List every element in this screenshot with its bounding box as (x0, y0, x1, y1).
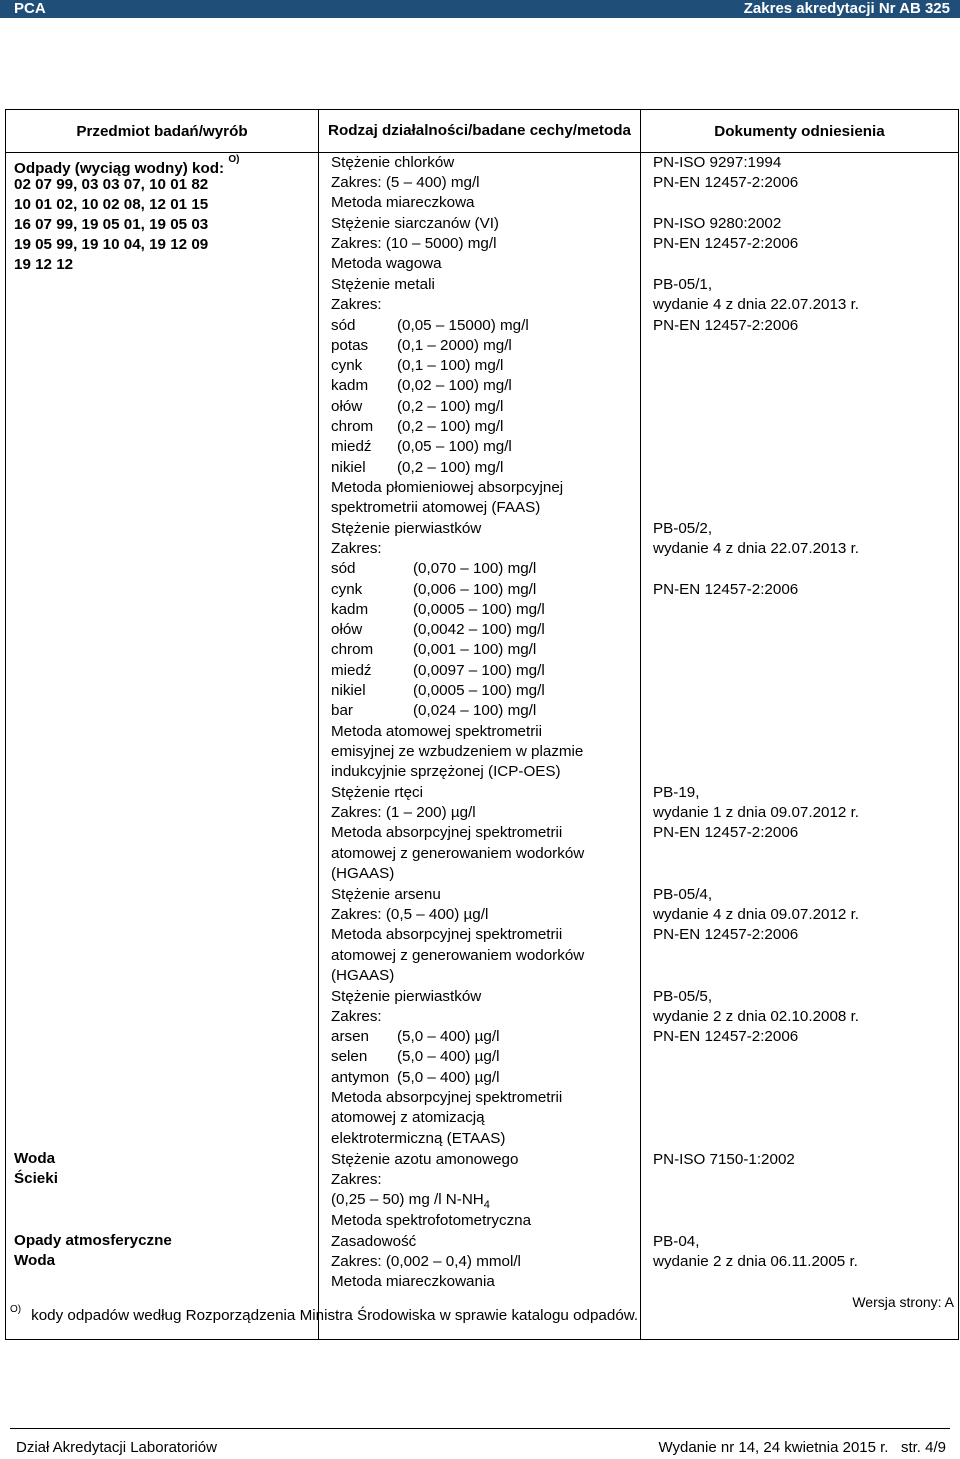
header-documents: Dokumenty odniesienia (641, 110, 959, 153)
etaas-method: elektrotermiczną (ETAAS) (331, 1130, 506, 1147)
org-label: PCA (14, 0, 46, 17)
subject-cell (6, 153, 319, 1340)
mercury-range: Zakres: (1 – 200) µg/l (331, 804, 476, 821)
mercury-method: Metoda absorpcyjnej spektrometrii (331, 824, 563, 841)
icp-title: Stężenie pierwiastków (331, 520, 482, 537)
etaas-title: Stężenie pierwiastków (331, 988, 482, 1005)
waste-label-text: Odpady (wyciąg wodny) kod: (14, 160, 225, 178)
metal-row: sód (0,05 – 15000) mg/l (331, 317, 529, 334)
etaas-method: Metoda absorpcyjnej spektrometrii (331, 1089, 563, 1106)
document-header-bar (0, 0, 960, 18)
doc-ref: PN-ISO 7150-1:2002 (653, 1151, 795, 1168)
documents-cell (641, 153, 959, 1340)
doc-ref: PN-EN 12457-2:2006 (653, 926, 799, 943)
footer-edition: Wydanie nr 14, 24 kwietnia 2015 r. str. 4/9 (658, 1439, 946, 1456)
etaas-method: atomowej z atomizacją (331, 1109, 485, 1126)
waste-code-line: 19 12 12 (14, 256, 74, 273)
icp-row: miedź (0,0097 – 100) mg/l (331, 662, 545, 679)
sulfates-range: Zakres: (10 – 5000) mg/l (331, 235, 497, 252)
etaas-range-label: Zakres: (331, 1008, 382, 1025)
metals-method: spektrometrii atomowej (FAAS) (331, 499, 541, 516)
icp-method: indukcyjnie sprzężonej (ICP-OES) (331, 763, 561, 780)
doc-ref: PN-EN 12457-2:2006 (653, 174, 799, 191)
metal-row: kadm (0,02 – 100) mg/l (331, 377, 512, 394)
etaas-row: selen (5,0 – 400) µg/l (331, 1048, 500, 1065)
arsenic-range: Zakres: (0,5 – 400) µg/l (331, 906, 489, 923)
header-activity: Rodzaj działalności/badane cechy/metoda (319, 110, 641, 153)
doc-ref: PN-EN 12457-2:2006 (653, 824, 799, 841)
metals-range-label: Zakres: (331, 296, 382, 313)
metal-row: miedź (0,05 – 100) mg/l (331, 438, 512, 455)
doc-ref: PB-05/5, (653, 988, 713, 1005)
doc-ref: PB-04, (653, 1233, 700, 1250)
table-header-row (6, 110, 959, 153)
doc-ref: PN-ISO 9297:1994 (653, 154, 782, 171)
footnote-mark: O) (10, 1304, 22, 1315)
page-version: Wersja strony: A (852, 1294, 954, 1310)
doc-ref: wydanie 2 z dnia 02.10.2008 r. (653, 1008, 860, 1025)
sulfates-method: Metoda wagowa (331, 255, 442, 272)
subject-water-2: Woda (14, 1252, 56, 1269)
waste-code-line: 19 05 99, 19 10 04, 19 12 09 (14, 236, 209, 253)
icp-row: bar (0,024 – 100) mg/l (331, 702, 537, 719)
header-subject: Przedmiot badań/wyrób (6, 110, 319, 153)
icp-range-label: Zakres: (331, 540, 382, 557)
alkalinity-title: Zasadowość (331, 1233, 417, 1250)
doc-ref: PN-EN 12457-2:2006 (653, 581, 799, 598)
doc-ref: PB-19, (653, 784, 700, 801)
waste-footnote-mark: O) (228, 154, 240, 165)
doc-ref: PB-05/4, (653, 886, 713, 903)
icp-row: kadm (0,0005 – 100) mg/l (331, 601, 545, 618)
accreditation-table (5, 109, 959, 1340)
mercury-title: Stężenie rtęci (331, 784, 424, 801)
alkalinity-range: Zakres: (0,002 – 0,4) mmol/l (331, 1253, 521, 1270)
metals-method: Metoda płomieniowej absorpcyjnej (331, 479, 564, 496)
waste-code-line: 10 01 02, 10 02 08, 12 01 15 (14, 196, 209, 213)
doc-ref: wydanie 4 z dnia 09.07.2012 r. (653, 906, 860, 923)
metal-row: nikiel (0,2 – 100) mg/l (331, 459, 504, 476)
icp-row: chrom (0,001 – 100) mg/l (331, 641, 537, 658)
icp-method: emisyjnej ze wzbudzeniem w plazmie (331, 743, 584, 760)
chlorides-method: Metoda miareczkowa (331, 194, 475, 211)
footer-divider (10, 1428, 950, 1429)
metal-row: ołów (0,2 – 100) mg/l (331, 398, 504, 415)
ammonium-title: Stężenie azotu amonowego (331, 1151, 519, 1168)
sulfates-title: Stężenie siarczanów (VI) (331, 215, 499, 232)
doc-ref: PB-05/1, (653, 276, 713, 293)
table-body-row (6, 153, 959, 1340)
doc-ref: wydanie 4 z dnia 22.07.2013 r. (653, 296, 860, 313)
doc-ref: PN-EN 12457-2:2006 (653, 317, 799, 334)
chlorides-range: Zakres: (5 – 400) mg/l (331, 174, 480, 191)
waste-code-line: 02 07 99, 03 03 07, 10 01 82 (14, 176, 209, 193)
doc-ref: wydanie 1 z dnia 09.07.2012 r. (653, 804, 860, 821)
mercury-method: atomowej z generowaniem wodorków (331, 845, 585, 862)
metal-row: chrom (0,2 – 100) mg/l (331, 418, 504, 435)
arsenic-title: Stężenie arsenu (331, 886, 441, 903)
ammonium-range-label: Zakres: (331, 1171, 382, 1188)
icp-row: sód (0,070 – 100) mg/l (331, 560, 537, 577)
doc-ref: PN-EN 12457-2:2006 (653, 235, 799, 252)
ammonium-range: (0,25 – 50) mg /l $N-NH_4$ (331, 1191, 490, 1212)
footnote (10, 1304, 639, 1324)
arsenic-method: (HGAAS) (331, 967, 395, 984)
arsenic-method: Metoda absorpcyjnej spektrometrii (331, 926, 563, 943)
icp-row: cynk (0,006 – 100) mg/l (331, 581, 537, 598)
doc-ref: PN-ISO 9280:2002 (653, 215, 782, 232)
etaas-row: arsen (5,0 – 400) µg/l (331, 1028, 500, 1045)
metal-row: potas (0,1 – 2000) mg/l (331, 337, 512, 354)
chlorides-title: Stężenie chlorków (331, 154, 455, 171)
metal-row: cynk (0,1 – 100) mg/l (331, 357, 504, 374)
subject-precipitation: Opady atmosferyczne (14, 1232, 172, 1249)
etaas-row: antymon (5,0 – 400) µg/l (331, 1069, 500, 1086)
icp-row: ołów (0,0042 – 100) mg/l (331, 621, 545, 638)
metals-title: Stężenie metali (331, 276, 435, 293)
waste-code-line: 16 07 99, 19 05 01, 19 05 03 (14, 216, 209, 233)
doc-ref: wydanie 2 z dnia 06.11.2005 r. (653, 1253, 858, 1270)
alkalinity-method: Metoda miareczkowania (331, 1273, 495, 1290)
activity-cell (319, 153, 641, 1340)
document-title: Zakres akredytacji Nr AB 325 (743, 0, 950, 17)
footer-department: Dział Akredytacji Laboratoriów (16, 1439, 217, 1456)
icp-method: Metoda atomowej spektrometrii (331, 723, 543, 740)
doc-ref: PB-05/2, (653, 520, 713, 537)
mercury-method: (HGAAS) (331, 865, 395, 882)
subject-water: Woda (14, 1150, 56, 1167)
ammonium-method: Metoda spektrofotometryczna (331, 1212, 532, 1229)
footnote-text: kody odpadów według Rozporządzenia Ministra Środowiska w sprawie katalogu odpadów. (31, 1307, 639, 1324)
arsenic-method: atomowej z generowaniem wodorków (331, 947, 585, 964)
doc-ref: PN-EN 12457-2:2006 (653, 1028, 799, 1045)
doc-ref: wydanie 4 z dnia 22.07.2013 r. (653, 540, 860, 557)
icp-row: nikiel (0,0005 – 100) mg/l (331, 682, 545, 699)
subject-sewage: Ścieki (14, 1170, 58, 1187)
